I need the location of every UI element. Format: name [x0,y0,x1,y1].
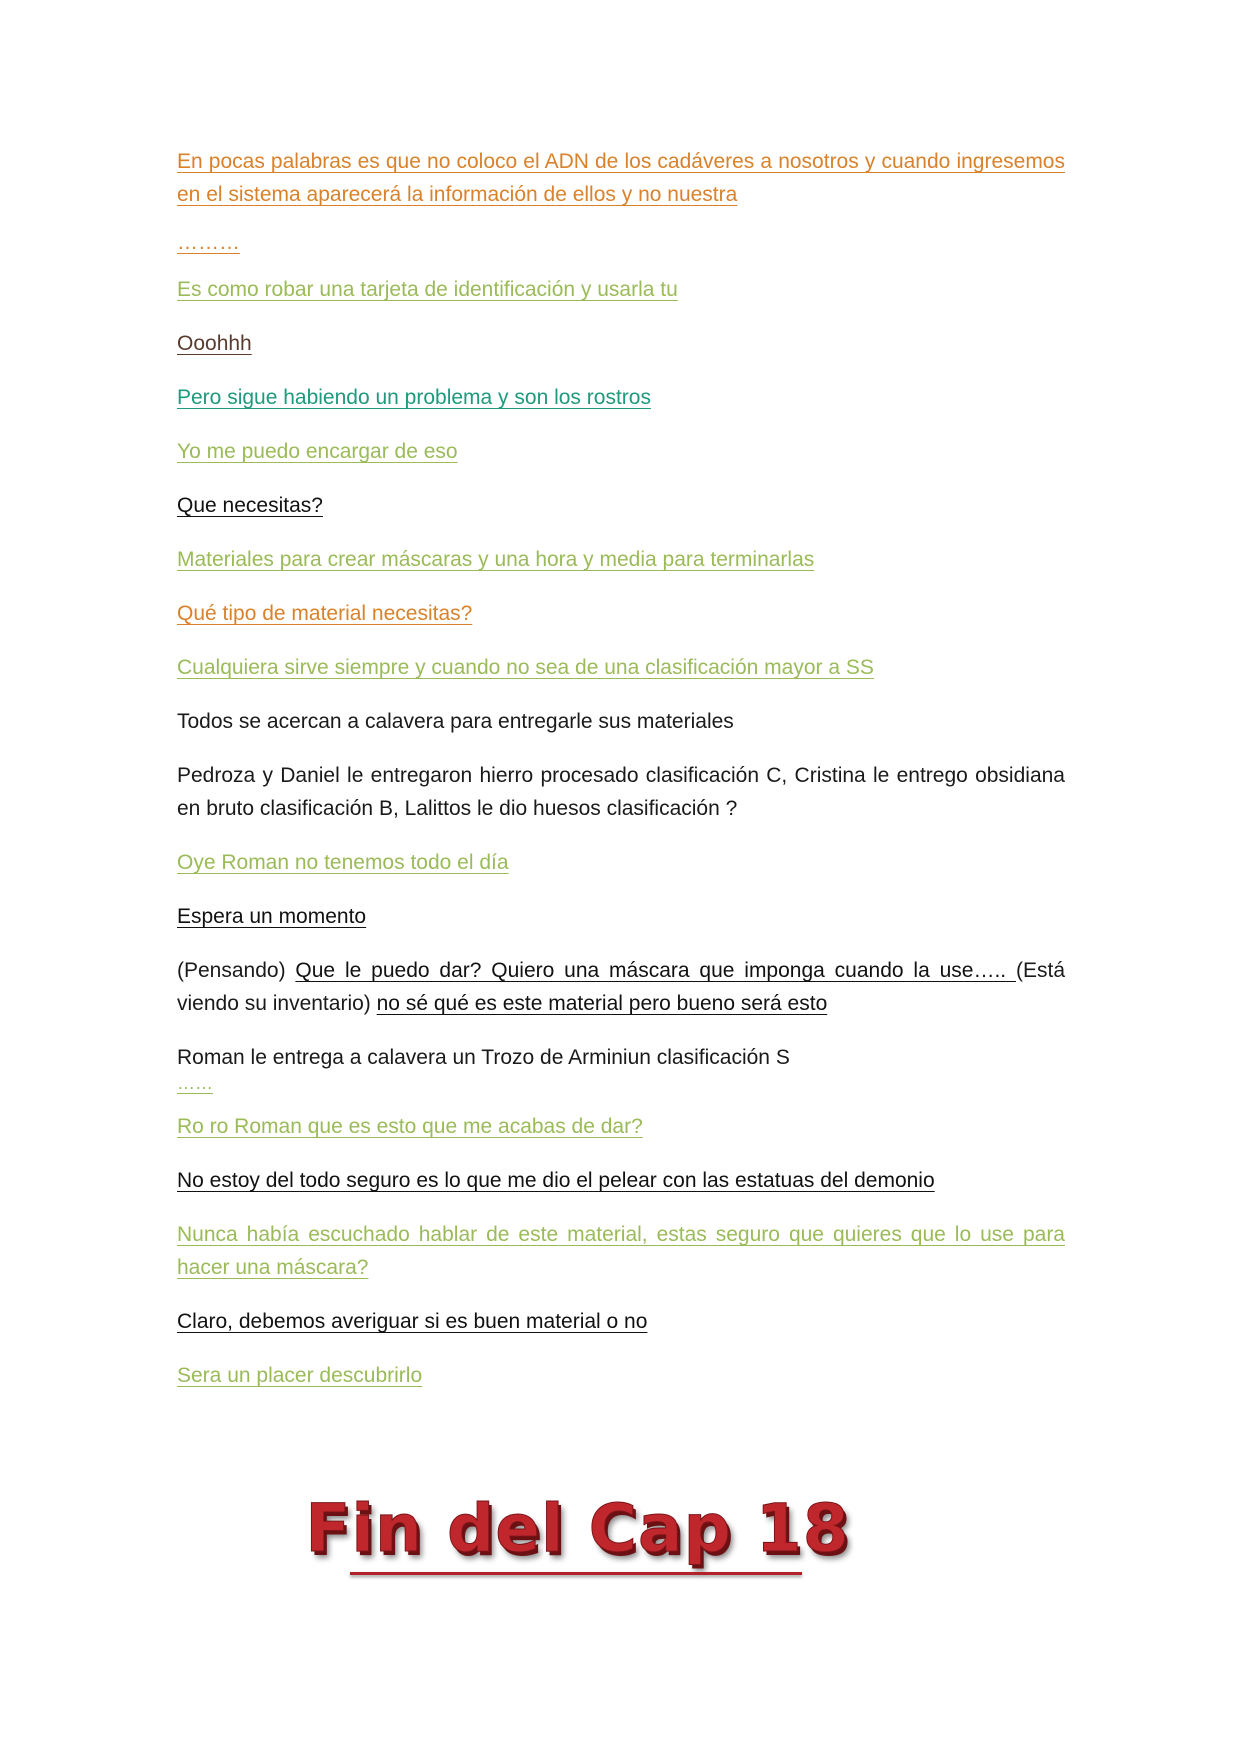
thought-text: Que le puedo dar? Quiero una máscara que imponga cuando la use….. [295,959,1016,982]
dialogue-text: Materiales para crear máscaras y una hora y media para terminarlas [177,548,815,571]
dialogue-line [177,597,1065,630]
thought-line [177,954,1065,1020]
dialogue-line [177,1218,1065,1284]
dialogue-text: Oye Roman no tenemos todo el día [177,851,509,874]
ellipsis-text: …… [177,1073,213,1093]
dialogue-text: Es como robar una tarjeta de identificación y usarla tu [177,278,678,301]
dialogue-text: Nunca había escuchado hablar de este material, estas seguro que quieres que lo use para hacer una máscara? [177,1223,1065,1279]
narration-line [177,759,1065,825]
dialogue-line [177,846,1065,879]
dialogue-line [177,381,1065,414]
dialogue-text: Sera un placer descubrirlo [177,1364,423,1387]
narration-line [177,705,1065,738]
dialogue-line [177,145,1065,211]
dialogue-line [177,900,1065,933]
thought-prefix: (Pensando) [177,959,296,982]
chapter-end-underline [350,1572,802,1575]
dialogue-text: Qué tipo de material necesitas? [177,602,473,625]
dialogue-text: No estoy del todo seguro es lo que me dio el pelear con las estatuas del demonio [177,1169,935,1192]
narration-text: Roman le entrega a calavera un Trozo de Arminiun clasificación S [177,1046,790,1069]
dialogue-line [177,327,1065,360]
ellipsis-line [177,226,1065,259]
narration-text: Todos se acercan a calavera para entregarle sus materiales [177,710,734,733]
chapter-end-title: Fin del Cap 18 [305,1490,850,1567]
dialogue-line [177,1110,1065,1143]
ellipsis-text: ……… [177,231,240,254]
dialogue-line [177,651,1065,684]
thought-aside: (Está viendo su inventario) [177,959,1065,1015]
dialogue-line [177,543,1065,576]
dialogue-text: En pocas palabras es que no coloco el ADN de los cadáveres a nosotros y cuando ingresemos en el sistema aparecerá la información de ellos y no nuestra [177,150,1065,206]
dialogue-line [177,1359,1065,1392]
dialogue-line [177,489,1065,522]
chapter-text [177,145,1065,1413]
dialogue-text: Ro ro Roman que es esto que me acabas de dar? [177,1115,643,1138]
thought-text: no sé qué es este material pero bueno será esto [376,992,828,1015]
dialogue-text: Claro, debemos averiguar si es buen material o no [177,1310,648,1333]
dialogue-line [177,1164,1065,1197]
dialogue-text: Ooohhh [177,332,252,355]
dialogue-line [177,1305,1065,1338]
dialogue-text: Cualquiera sirve siempre y cuando no sea de una clasificación mayor a SS [177,656,874,679]
narration-text: Pedroza y Daniel le entregaron hierro procesado clasificación C, Cristina le entrego obsidiana en bruto clasificación B, Lalittos le dio huesos clasificación ? [177,764,1065,820]
dialogue-line [177,435,1065,468]
dialogue-text: Pero sigue habiendo un problema y son los rostros [177,386,651,409]
chapter-end-banner [0,1490,1241,1567]
dialogue-line [177,273,1065,306]
dialogue-text: Yo me puedo encargar de eso [177,440,458,463]
dialogue-text: Que necesitas? [177,494,323,517]
dialogue-text: Espera un momento [177,905,367,928]
